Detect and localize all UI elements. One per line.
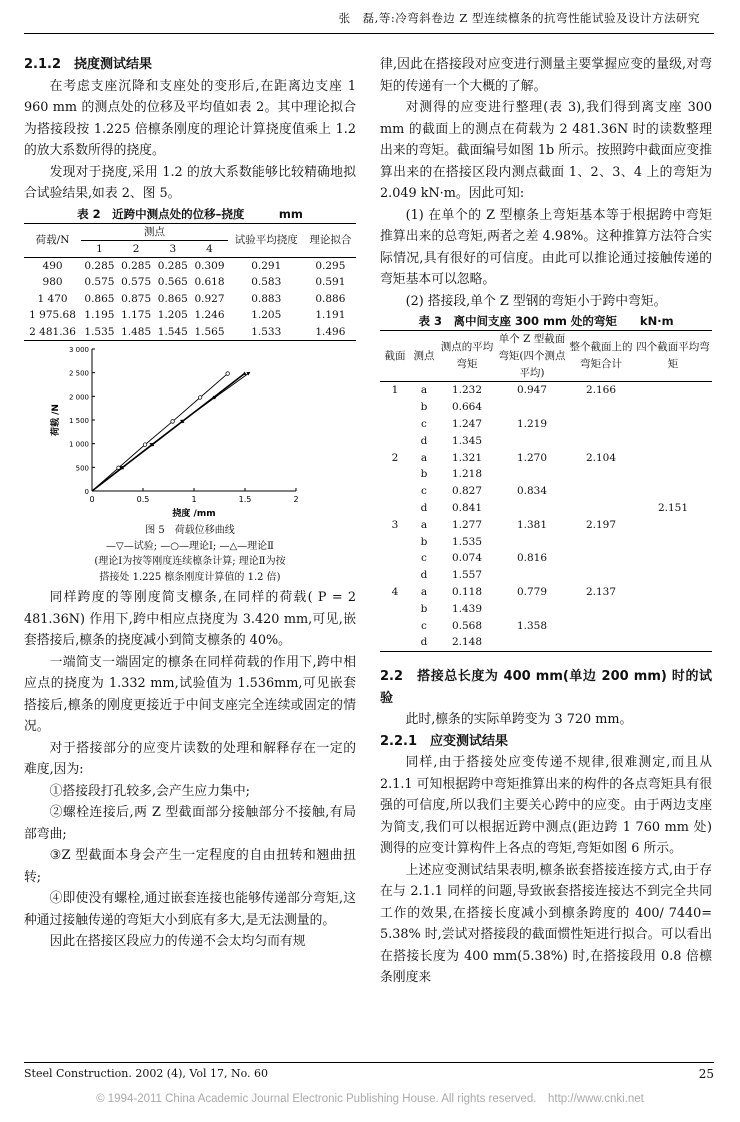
table3-cell: 1.535 <box>451 535 483 548</box>
table2-header-fit: 理论拟合 <box>305 223 356 257</box>
table3-cell <box>496 399 568 416</box>
table3-row <box>380 618 712 635</box>
table2-cell: 1 470 <box>37 292 68 305</box>
table2-cell: 490 <box>42 259 63 272</box>
figure5-caption: 图 5 荷载位移曲线 <box>145 525 235 536</box>
y-tick-label: 2 500 <box>68 369 89 378</box>
table3-row <box>380 382 712 399</box>
table3-cell: b <box>420 468 428 481</box>
table2-cell: 0.875 <box>121 292 152 305</box>
table3-cell: 1.321 <box>451 451 483 464</box>
table3-cell <box>380 534 410 551</box>
paragraph: (2) 搭接段,单个 Z 型钢的弯矩小于跨中弯矩。 <box>405 293 667 309</box>
table2-header-load: 荷载/N <box>24 223 81 257</box>
table3-cell <box>380 500 410 517</box>
load-deflection-chart <box>24 341 356 521</box>
table3-cell <box>496 500 568 517</box>
table2-cell: 1.485 <box>121 325 152 338</box>
figure5-note: 搭接处 1.225 檩条刚度计算值的 1.2 倍) <box>99 571 281 583</box>
x-tick-label: 0.5 <box>136 495 150 504</box>
table3-cell: 0.947 <box>516 384 548 397</box>
section-heading-2-2: 2.2 搭接总长度为 400 mm(单边 200 mm) 时的试验 <box>380 669 712 706</box>
table3-cell: 1.247 <box>451 417 483 430</box>
table3-cell <box>380 466 410 483</box>
table3-cell: 0.779 <box>516 585 548 598</box>
table2-cell: 0.886 <box>315 292 346 305</box>
table2-cell: 0.285 <box>121 259 152 272</box>
table3-cell <box>496 534 568 551</box>
header-rule <box>24 33 714 34</box>
table2-row <box>24 307 356 324</box>
table3-cell: 1.557 <box>451 569 483 582</box>
table3-cell <box>634 634 712 651</box>
table3-cell: b <box>420 602 428 615</box>
left-column <box>24 54 356 953</box>
table3-cell: 2.104 <box>585 451 617 464</box>
table2-cell: 0.583 <box>251 276 282 288</box>
table2-cell: 0.865 <box>157 292 188 305</box>
right-column <box>380 54 712 989</box>
table3-cell <box>568 534 634 551</box>
paragraph: 同样跨度的等刚度简支檩条,在同样的荷载( P = 2 481.36N) 作用下,跨中相应点挠度为 3.420 mm,可见,嵌套搭接后,檩条的挠度减小到简支檩条的 40%。 <box>24 590 356 648</box>
table3-cell: d <box>420 569 428 582</box>
running-header: 张 磊,等:冷弯斜卷边 Z 型连续檩条的抗弯性能试验及设计方法研究 <box>338 11 700 25</box>
table3-cell <box>634 399 712 416</box>
table3-cell <box>380 601 410 618</box>
table2-col: 3 <box>169 242 177 255</box>
table2-cell: 1.565 <box>194 325 225 338</box>
y-tick-label: 1 000 <box>68 440 89 449</box>
table3-cell <box>568 634 634 651</box>
paragraph: 同样,由于搭接处应变传递不规律,很难测定,而且从 2.1.1 可知根据跨中弯矩推算出来的构件的各点弯矩具有很强的可信度,所以我们主要关心跨中的应变。由于两边支座为简支,我们可以根据近跨中测点(距边跨 1 760 mm 处) 测得的应变计算构件上各点的弯矩,弯矩如图 6 所示。 <box>380 755 712 857</box>
table3-cell: d <box>420 501 428 514</box>
table3-cell: 2.197 <box>585 518 617 531</box>
journal-info: Steel Construction. 2002 (4), Vol 17, No. 60 <box>24 1067 268 1080</box>
table3-cell: a <box>420 585 428 598</box>
table3-cell: 0.834 <box>516 485 548 498</box>
table3-cell <box>634 618 712 635</box>
table3-cell: 2 <box>391 451 399 464</box>
table3-cell: 0.827 <box>451 485 483 498</box>
table2-cell: 1.533 <box>251 325 282 338</box>
table3-row <box>380 584 712 601</box>
table3-cell: b <box>420 535 428 548</box>
table3-cell: a <box>420 384 428 397</box>
section-heading-2-1-2: 2.1.2 挠度测试结果 <box>24 57 153 72</box>
table2-cell: 1.545 <box>157 325 188 338</box>
table2-row <box>24 274 356 291</box>
table2-header-points: 测点 <box>81 223 228 240</box>
table3-header: 截面 <box>384 349 406 362</box>
table2-cell: 1.195 <box>84 309 115 321</box>
table3-cell: a <box>420 451 428 464</box>
table2-cell: 0.295 <box>315 259 346 272</box>
paragraph: 发现对于挠度,采用 1.2 的放大系数能够比较精确地拟合试验结果,如表 2、图 5。 <box>24 164 356 201</box>
table2-cell: 0.565 <box>157 276 188 288</box>
table3-row <box>380 500 712 517</box>
table2-cell: 2 481.36 <box>29 325 76 338</box>
table2-row <box>24 257 356 274</box>
table2-row <box>24 324 356 341</box>
table3-cell: c <box>421 485 427 498</box>
table3-cell: 4 <box>391 585 399 598</box>
table2-cell: 0.865 <box>84 292 115 305</box>
list-item: ②螺栓连接后,两 Z 型截面部分接触部分不接触,有局部弯曲; <box>24 805 356 842</box>
table3-cell: 0.118 <box>451 585 483 598</box>
series-line-2 <box>92 374 228 491</box>
table3-cell <box>568 618 634 635</box>
table2-col: 1 <box>96 242 103 255</box>
table3-cell <box>568 416 634 433</box>
table3-row <box>380 517 712 534</box>
table2-col: 2 <box>132 242 140 255</box>
data-point <box>226 372 230 376</box>
list-item: ①搭接段打孔较多,会产生应力集中; <box>49 783 250 799</box>
table3-row <box>380 483 712 500</box>
table2-cell: 1.205 <box>251 309 282 321</box>
list-item: ④即使没有螺栓,通过嵌套连接也能够传递部分弯矩,这种通过接触传递的弯矩大小到底有多大,是无法测量的。 <box>24 891 356 928</box>
table2-cell: 0.285 <box>84 259 115 272</box>
figure5-legend: —▽—试验; —○—理论Ⅰ; —△—理论Ⅱ <box>106 540 274 552</box>
table3-cell <box>380 634 410 651</box>
paragraph: 上述应变测试结果表明,檩条嵌套搭接连接方式,由于存在与 2.1.1 同样的问题,导致嵌套搭接连接达不到完全共同工作的效果,在搭接长度减小到檩条跨度的 400/ 7440= 5.38% 时,尝试对搭接段的截面惯性矩进行拟合。可以看出在搭接长度为 400 mm(5.38%) 时,在搭接段用 0.8 倍檩条刚度来 <box>380 862 712 986</box>
table2-cell: 1.191 <box>315 309 346 321</box>
table3-row <box>380 399 712 416</box>
paragraph: 因此在搭接区段应力的传递不会太均匀而有规 <box>49 934 306 949</box>
table3-cell: 1.381 <box>516 518 548 531</box>
table3-cell <box>496 466 568 483</box>
table3-cell <box>634 433 712 450</box>
table3-cell <box>568 466 634 483</box>
table3-cell <box>380 433 410 450</box>
table3-cell: 2.166 <box>585 384 617 397</box>
table3-cell <box>634 584 712 601</box>
table3-cell: b <box>420 401 428 414</box>
table3-cell: 1.218 <box>451 468 483 481</box>
table3-cell: 2.151 <box>657 501 689 514</box>
figure5 <box>24 341 356 521</box>
table3-cell: c <box>421 619 427 632</box>
table3-cell <box>496 567 568 584</box>
table3-cell <box>634 517 712 534</box>
table2-cell: 1.175 <box>121 309 152 321</box>
table3-cell: c <box>421 552 427 565</box>
table3 <box>380 330 712 652</box>
table3-row <box>380 433 712 450</box>
table3-cell: 0.568 <box>451 619 483 632</box>
table3-cell: 1.277 <box>451 518 483 531</box>
table3-cell <box>568 399 634 416</box>
table3-cell: d <box>420 636 428 649</box>
table3-cell <box>380 483 410 500</box>
data-point <box>198 396 202 400</box>
table3-cell <box>634 567 712 584</box>
table3-header: 测点的平均弯矩 <box>440 341 494 371</box>
table3-cell <box>380 550 410 567</box>
table3-cell <box>634 450 712 467</box>
table2-header-avg: 试验平均挠度 <box>228 223 305 257</box>
table2-cell: 980 <box>42 276 63 288</box>
table3-row <box>380 550 712 567</box>
table3-cell <box>380 399 410 416</box>
table2-cell: 0.618 <box>194 276 225 288</box>
table3-cell: 1 <box>391 384 399 397</box>
table3-cell: a <box>420 518 428 531</box>
table3-cell <box>634 601 712 618</box>
table3-cell <box>380 416 410 433</box>
data-point <box>243 372 247 376</box>
table3-caption: 表 3 离中间支座 300 mm 处的弯矩 kN·m <box>418 314 674 328</box>
table3-cell <box>634 416 712 433</box>
paragraph: 一端简支一端固定的檩条在同样荷载的作用下,跨中相应点的挠度为 1.332 mm,试验值为 1.536mm,可见嵌套搭接后,檩条的刚度更接近于中间支座完全连续或固定的情况。 <box>24 654 356 734</box>
table3-cell <box>568 601 634 618</box>
table3-header: 整个截面上的弯矩合计 <box>569 341 633 371</box>
table3-cell <box>496 634 568 651</box>
paragraph: 对测得的应变进行整理(表 3),我们得到离支座 300 mm 的截面上的测点在荷载为 2 481.36N 时的读数整理出来的弯矩。截面编号如图 1b 所示。按照跨中截面应变推算出来的在搭接区段内测点截面 1、2、3、4 上的弯矩为 2.049 kN·m。因此可知: <box>380 100 712 201</box>
table3-cell: 0.074 <box>451 552 483 565</box>
list-item: ③Z 型截面本身会产生一定程度的自由扭转和翘曲扭转; <box>24 848 356 885</box>
table3-cell: 2.137 <box>585 585 617 598</box>
table3-cell: 1.219 <box>516 417 548 430</box>
table3-cell: c <box>421 417 427 430</box>
table3-cell: 1.439 <box>451 602 483 615</box>
table2-cell: 0.883 <box>251 292 282 305</box>
x-tick-label: 0 <box>89 495 95 504</box>
table3-cell <box>496 601 568 618</box>
table3-cell <box>634 466 712 483</box>
table2-cell: 0.575 <box>84 276 115 288</box>
table3-cell <box>380 618 410 635</box>
table3-cell <box>568 483 634 500</box>
table3-cell <box>634 550 712 567</box>
table3-header: 四个截面平均弯矩 <box>636 341 710 371</box>
table2-cell: 0.927 <box>194 292 225 305</box>
table3-cell: 1.270 <box>516 451 548 464</box>
page-number: 25 <box>698 1067 714 1081</box>
table3-cell <box>634 534 712 551</box>
table3-row <box>380 634 712 651</box>
table2-cell: 1.496 <box>315 325 346 338</box>
table3-cell <box>634 382 712 399</box>
table3-header: 测点 <box>413 349 435 362</box>
table3-cell: 0.664 <box>451 401 483 414</box>
table2-col: 4 <box>206 242 213 255</box>
x-axis-label: 挠度 /mm <box>172 509 216 519</box>
table3-cell: 0.841 <box>451 501 483 514</box>
table3-row <box>380 450 712 467</box>
table2-cell: 1.246 <box>194 309 225 321</box>
section-heading-2-2-1: 2.2.1 应变测试结果 <box>380 733 509 749</box>
table2-cell: 0.309 <box>194 259 225 272</box>
table2-row <box>24 291 356 308</box>
paragraph: 此时,檩条的实际单跨变为 3 720 mm。 <box>405 712 633 728</box>
series-line-3 <box>92 374 245 491</box>
table3-header: 单个 Z 型截面弯矩(四个测点平均) <box>498 333 566 379</box>
footer <box>24 1062 714 1081</box>
table2-cell: 0.591 <box>315 276 346 288</box>
table2-cell: 0.575 <box>121 276 152 288</box>
paragraph: 对于搭接部分的应变片读数的处理和解释存在一定的难度,因为: <box>24 740 356 777</box>
data-point <box>143 443 147 447</box>
x-tick-label: 1.5 <box>238 495 252 504</box>
table3-cell: d <box>420 434 428 447</box>
table2-caption: 表 2 近跨中测点处的位移–挠度 mm <box>77 206 303 221</box>
table3-cell: 0.816 <box>516 552 548 565</box>
table2-cell: 1.535 <box>84 325 115 338</box>
table2-cell: 1 975.68 <box>29 309 76 321</box>
table3-row <box>380 466 712 483</box>
y-axis-label: 荷载 /N <box>51 404 61 436</box>
x-tick-label: 1 <box>191 495 197 504</box>
table3-cell: 1.345 <box>451 434 483 447</box>
x-tick-label: 2 <box>293 495 299 504</box>
table2-cell: 0.285 <box>157 259 188 272</box>
table3-cell <box>496 433 568 450</box>
paragraph: 在考虑支座沉降和支座处的变形后,在距离边支座 1 960 mm 的测点处的位移及平均值如表 2。其中理论拟合为搭接段按 1.225 倍檩条刚度的理论计算挠度值乘上 1.2 的放大系数所得的挠度。 <box>24 78 356 158</box>
y-tick-label: 500 <box>75 464 89 473</box>
paragraph: 律,因此在搭接段对应变进行测量主要掌握应变的量级,对弯矩的传递有一个大概的了解。 <box>380 57 712 94</box>
table3-cell: 3 <box>391 518 399 531</box>
table3-cell: 1.358 <box>516 619 548 632</box>
table3-cell: 2.148 <box>451 636 483 649</box>
table2 <box>24 223 356 342</box>
table2-cell: 1.205 <box>157 309 188 321</box>
y-tick-label: 3 000 <box>68 346 89 354</box>
paragraph: (1) 在单个的 Z 型檩条上弯矩基本等于根据跨中弯矩推算出来的总弯矩,两者之差 4.98%。这种推算方法符合实际情况,具有很好的可信度。由此可以推论通过接触传递的弯矩基本可以忽略。 <box>380 207 712 287</box>
table3-row <box>380 567 712 584</box>
table3-cell: 1.232 <box>451 384 483 397</box>
copyright: © 1994-2011 China Academic Journal Electronic Publishing House. All rights reserved. http://www.cnki.net <box>96 1093 644 1105</box>
table3-row <box>380 416 712 433</box>
table2-cell: 0.291 <box>251 259 282 272</box>
table3-cell <box>568 567 634 584</box>
table3-row <box>380 601 712 618</box>
figure5-note: (理论Ⅰ为按等刚度连续檩条计算; 理论Ⅱ为按 <box>94 556 286 567</box>
table3-cell <box>568 550 634 567</box>
data-point <box>171 420 175 424</box>
table3-row <box>380 534 712 551</box>
table3-cell <box>568 500 634 517</box>
table3-cell <box>380 567 410 584</box>
y-tick-label: 1 500 <box>68 417 89 425</box>
y-tick-label: 2 000 <box>68 393 89 402</box>
table3-cell <box>634 483 712 500</box>
y-tick-label: 0 <box>84 488 89 496</box>
table3-cell <box>568 433 634 450</box>
